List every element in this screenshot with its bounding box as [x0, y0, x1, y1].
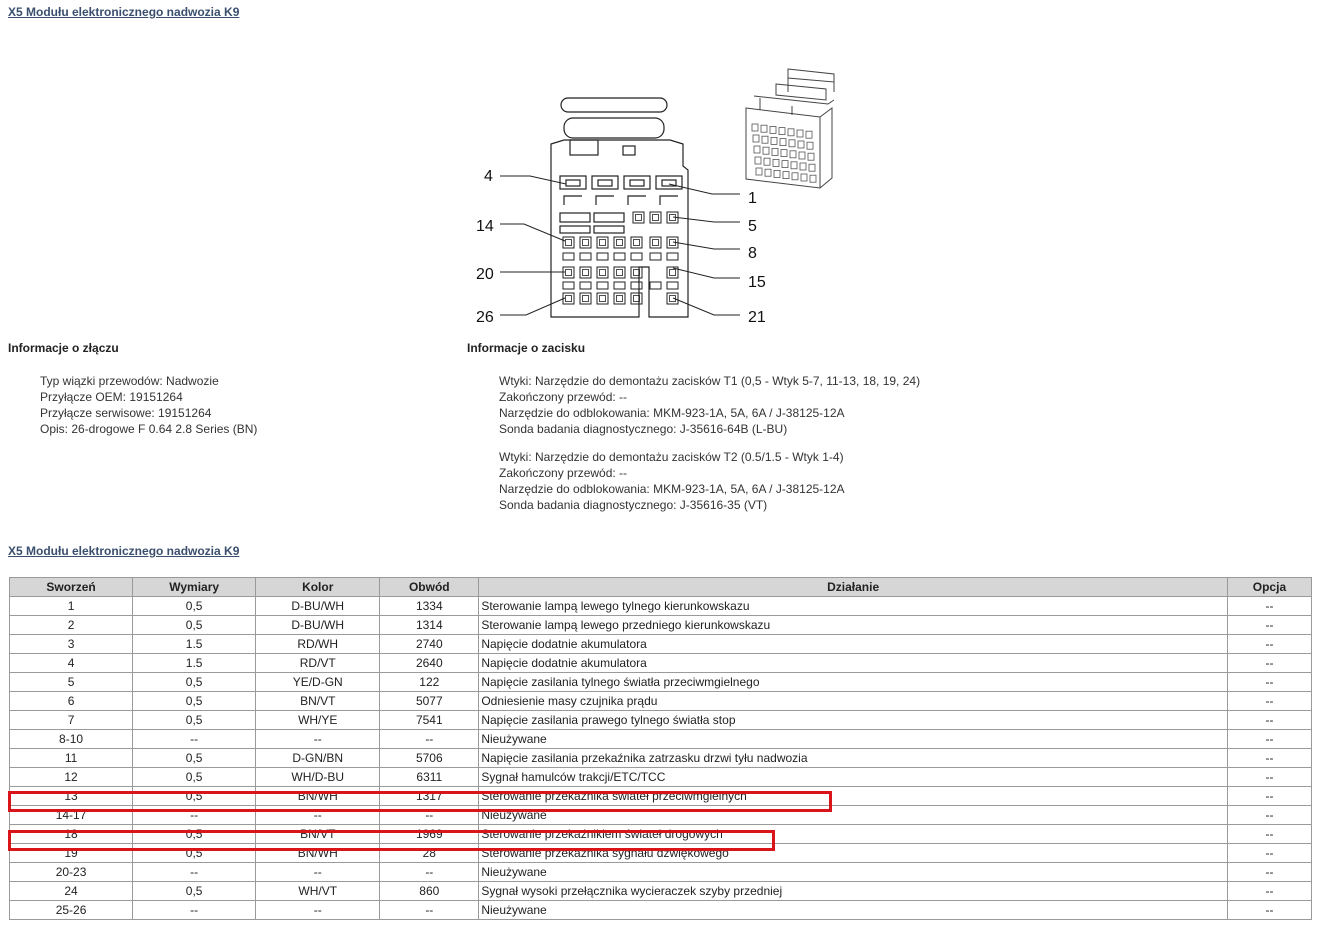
table-row: [10, 806, 1312, 825]
perspective-cavity: [799, 152, 805, 159]
cell-function: Odniesienie masy czujnika prądu: [479, 692, 1228, 711]
pin-cavity: [667, 293, 678, 304]
pin-cavity-spacer: [631, 282, 642, 289]
table-row: [10, 901, 1312, 920]
perspective-cavity: [806, 131, 812, 138]
cell-circuit: 1334: [380, 597, 479, 616]
cell-pin: 2: [10, 616, 133, 635]
perspective-cavity: [798, 141, 804, 148]
cell-pin: 7: [10, 711, 133, 730]
pin-cavity: [633, 212, 644, 223]
pin-label-20: 20: [476, 266, 494, 283]
pin-cavity: [650, 237, 661, 248]
cell-color: D-BU/WH: [256, 616, 380, 635]
cell-circuit: 7541: [380, 711, 479, 730]
cell-function: Nieużywane: [479, 806, 1228, 825]
cell-function: Nieużywane: [479, 863, 1228, 882]
cell-option: --: [1227, 844, 1311, 863]
cell-option: --: [1227, 711, 1311, 730]
perspective-cavity: [770, 126, 776, 133]
table-row: [10, 635, 1312, 654]
perspective-cavity: [773, 159, 779, 166]
cell-pin: 19: [10, 844, 133, 863]
cell-circuit: 860: [380, 882, 479, 901]
cell-option: --: [1227, 882, 1311, 901]
perspective-cavity: [780, 139, 786, 146]
cell-size: 0,5: [133, 768, 256, 787]
cell-option: --: [1227, 616, 1311, 635]
table-row: [10, 825, 1312, 844]
cell-pin: 1: [10, 597, 133, 616]
cell-circuit: 1969: [380, 825, 479, 844]
cell-size: 1.5: [133, 635, 256, 654]
pin-cavity-spacer: [667, 282, 678, 289]
cell-pin: 14-17: [10, 806, 133, 825]
terminal-info-line: Wtyki: Narzędzie do demontażu zacisków T2 (0.5/1.5 - Wtyk 1-4): [499, 450, 844, 464]
pin-cavity: [563, 237, 574, 248]
cell-circuit: 1314: [380, 616, 479, 635]
table-title-link[interactable]: X5 Modułu elektronicznego nadwozia K9: [8, 544, 240, 558]
cell-function: Napięcie dodatnie akumulatora: [479, 635, 1228, 654]
pin-cavity: [580, 237, 591, 248]
pin-label-5: 5: [748, 218, 757, 235]
cell-option: --: [1227, 692, 1311, 711]
cell-circuit: --: [380, 730, 479, 749]
perspective-cavity: [771, 137, 777, 144]
connector-diagram: [470, 60, 840, 330]
cell-circuit: 28: [380, 844, 479, 863]
terminal-info-line: Narzędzie do odblokowania: MKM-923-1A, 5A, 6A / J-38125-12A: [499, 406, 845, 420]
cell-color: YE/D-GN: [256, 673, 380, 692]
cell-function: Napięcie zasilania tylnego światła przeciwmgielnego: [479, 673, 1228, 692]
table-row: [10, 844, 1312, 863]
connector-info-lines: [40, 373, 257, 437]
connector-info-line: Przyłącze OEM: 19151264: [40, 390, 183, 404]
perspective-cavity: [790, 151, 796, 158]
terminal-info-line: Wtyki: Narzędzie do demontażu zacisków T1 (0,5 - Wtyk 5-7, 11-13, 18, 19, 24): [499, 374, 921, 388]
perspective-cavity: [792, 173, 798, 180]
column-header-color: Kolor: [256, 578, 380, 597]
perspective-cavity: [797, 130, 803, 137]
perspective-cavity: [808, 153, 814, 160]
cell-color: RD/WH: [256, 635, 380, 654]
pin-cavity: [580, 267, 591, 278]
cell-color: BN/VT: [256, 825, 380, 844]
pin-label-1: 1: [748, 190, 757, 207]
perspective-cavity: [763, 147, 769, 154]
table-row: [10, 692, 1312, 711]
cell-function: Napięcie dodatnie akumulatora: [479, 654, 1228, 673]
perspective-cavity: [752, 124, 758, 131]
perspective-cavity: [788, 129, 794, 136]
pin-cavity: [580, 293, 591, 304]
pin-cavity: [614, 293, 625, 304]
pin-cavity-spacer: [563, 253, 574, 260]
column-header-circuit: Obwód: [380, 578, 479, 597]
terminal-info-line: Narzędzie do odblokowania: MKM-923-1A, 5A, 6A / J-38125-12A: [499, 482, 845, 496]
table-row: [10, 616, 1312, 635]
connector-info-heading: Informacje o złączu: [8, 341, 119, 355]
connector-info-line: Opis: 26-drogowe F 0.64 2.8 Series (BN): [40, 422, 258, 436]
table-row: [10, 749, 1312, 768]
perspective-cavity: [809, 164, 815, 171]
terminal-info-line: Zakończony przewód: --: [499, 466, 628, 480]
pin-cavity: [631, 293, 642, 304]
cell-pin: 13: [10, 787, 133, 806]
cell-size: 0,5: [133, 882, 256, 901]
pin-label-8: 8: [748, 245, 757, 262]
pin-label-4: 4: [484, 168, 493, 185]
cell-option: --: [1227, 654, 1311, 673]
cell-pin: 6: [10, 692, 133, 711]
cell-function: Sygnał hamulców trakcji/ETC/TCC: [479, 768, 1228, 787]
cell-option: --: [1227, 635, 1311, 654]
perspective-cavity: [800, 163, 806, 170]
pin-cavity-spacer: [580, 253, 591, 260]
terminal-info-line: Sonda badania diagnostycznego: J-35616-35 (VT): [499, 498, 768, 512]
pin-cavity-spacer: [597, 282, 608, 289]
table-row: [10, 711, 1312, 730]
cell-option: --: [1227, 806, 1311, 825]
cell-size: --: [133, 863, 256, 882]
cell-size: --: [133, 901, 256, 920]
pin-number-labels: [476, 168, 766, 326]
table-row: [10, 863, 1312, 882]
cell-size: 0,5: [133, 673, 256, 692]
cell-pin: 20-23: [10, 863, 133, 882]
column-header-size: Wymiary: [133, 578, 256, 597]
pin-cavity-spacer: [597, 253, 608, 260]
cell-pin: 8-10: [10, 730, 133, 749]
cell-size: 0,5: [133, 711, 256, 730]
cell-color: WH/D-BU: [256, 768, 380, 787]
perspective-cavity: [783, 172, 789, 179]
perspective-cavity: [782, 161, 788, 168]
table-row: [10, 882, 1312, 901]
terminal-info-heading: Informacje o zacisku: [467, 341, 586, 355]
cell-function: Sterowanie przekaźnika świateł przeciwmgielnych: [479, 787, 1228, 806]
perspective-cavity: [810, 175, 816, 182]
cell-pin: 3: [10, 635, 133, 654]
table-row: [10, 768, 1312, 787]
cell-size: 0,5: [133, 825, 256, 844]
pin-cavity: [597, 293, 608, 304]
cell-option: --: [1227, 901, 1311, 920]
cell-circuit: --: [380, 901, 479, 920]
perspective-cavity: [789, 140, 795, 147]
cell-function: Nieużywane: [479, 901, 1228, 920]
pin-cavity: [614, 237, 625, 248]
pin-label-21: 21: [748, 309, 766, 326]
perspective-cavity: [755, 157, 761, 164]
pin-cavity: [631, 267, 642, 278]
pin-cavity: [631, 237, 642, 248]
pin-cavity-spacer: [580, 282, 591, 289]
perspective-cavity: [801, 174, 807, 181]
cell-function: Nieużywane: [479, 730, 1228, 749]
perspective-cavity: [772, 148, 778, 155]
table-row: [10, 730, 1312, 749]
cell-function: Sygnał wysoki przełącznika wycieraczek szyby przedniej: [479, 882, 1228, 901]
perspective-cavity: [753, 135, 759, 142]
cell-pin: 11: [10, 749, 133, 768]
cell-option: --: [1227, 597, 1311, 616]
cell-function: Napięcie zasilania przekaźnika zatrzasku drzwi tyłu nadwozia: [479, 749, 1228, 768]
pin-cavity-spacer: [631, 253, 642, 260]
perspective-cavity: [765, 169, 771, 176]
perspective-cavity: [791, 162, 797, 169]
column-header-pin: Sworzeń: [10, 578, 133, 597]
cell-pin: 24: [10, 882, 133, 901]
cell-size: 0,5: [133, 616, 256, 635]
cell-circuit: 2740: [380, 635, 479, 654]
cell-circuit: 122: [380, 673, 479, 692]
cell-circuit: --: [380, 806, 479, 825]
pin-label-14: 14: [476, 218, 494, 235]
cell-color: WH/YE: [256, 711, 380, 730]
cell-function: Sterowanie przekaźnikiem świateł drogowych: [479, 825, 1228, 844]
table-header-row: [10, 578, 1312, 597]
cell-size: 0,5: [133, 692, 256, 711]
perspective-cavity: [764, 158, 770, 165]
cell-color: --: [256, 901, 380, 920]
pin-cavity-spacer: [650, 282, 661, 289]
cell-color: --: [256, 730, 380, 749]
pin-cavity-spacer: [563, 282, 574, 289]
cell-option: --: [1227, 863, 1311, 882]
cell-color: D-BU/WH: [256, 597, 380, 616]
cell-option: --: [1227, 673, 1311, 692]
perspective-cavity: [807, 142, 813, 149]
perspective-cavity: [761, 125, 767, 132]
terminal-t2-info: [499, 449, 845, 513]
perspective-cavity: [756, 168, 762, 175]
cell-color: --: [256, 863, 380, 882]
cell-function: Sterowanie przekaźnika sygnału dźwiękowego: [479, 844, 1228, 863]
column-header-option: Opcja: [1227, 578, 1311, 597]
cell-size: 0,5: [133, 597, 256, 616]
cell-size: 0,5: [133, 844, 256, 863]
cell-option: --: [1227, 749, 1311, 768]
perspective-cavity: [779, 128, 785, 135]
cell-color: BN/WH: [256, 844, 380, 863]
pin-cavity-spacer: [614, 282, 625, 289]
pin-label-15: 15: [748, 274, 766, 291]
pin-cavity: [597, 237, 608, 248]
table-row: [10, 597, 1312, 616]
cell-circuit: --: [380, 863, 479, 882]
connector-perspective-cavities: [752, 124, 816, 182]
pin-cavity-spacer: [667, 253, 678, 260]
cell-circuit: 5077: [380, 692, 479, 711]
cell-circuit: 2640: [380, 654, 479, 673]
cell-color: BN/VT: [256, 692, 380, 711]
cell-pin: 25-26: [10, 901, 133, 920]
cell-size: --: [133, 806, 256, 825]
cell-option: --: [1227, 768, 1311, 787]
pinout-table-body: [10, 597, 1312, 920]
terminal-info-line: Zakończony przewód: --: [499, 390, 628, 404]
column-header-function: Działanie: [479, 578, 1228, 597]
perspective-cavity: [781, 150, 787, 157]
connector-info-line: Przyłącze serwisowe: 19151264: [40, 406, 212, 420]
terminal-info-line: Sonda badania diagnostycznego: J-35616-64B (L-BU): [499, 422, 788, 436]
perspective-cavity: [774, 170, 780, 177]
cell-color: BN/WH: [256, 787, 380, 806]
cell-circuit: 1317: [380, 787, 479, 806]
pin-cavity: [614, 267, 625, 278]
perspective-cavity: [754, 146, 760, 153]
cell-size: --: [133, 730, 256, 749]
cell-pin: 4: [10, 654, 133, 673]
pin-label-26: 26: [476, 309, 494, 326]
table-row: [10, 673, 1312, 692]
pin-cavity-spacer: [614, 253, 625, 260]
cell-circuit: 5706: [380, 749, 479, 768]
cell-size: 0,5: [133, 787, 256, 806]
pinout-table: [9, 577, 1312, 920]
cell-size: 1.5: [133, 654, 256, 673]
cell-pin: 5: [10, 673, 133, 692]
connector-info-line: Typ wiązki przewodów: Nadwozie: [40, 374, 219, 388]
cell-size: 0,5: [133, 749, 256, 768]
cell-option: --: [1227, 787, 1311, 806]
cell-color: D-GN/BN: [256, 749, 380, 768]
cell-function: Sterowanie lampą lewego przedniego kierunkowskazu: [479, 616, 1228, 635]
page-title-link[interactable]: X5 Modułu elektronicznego nadwozia K9: [8, 5, 240, 19]
pin-cavity-spacer: [650, 253, 661, 260]
cell-option: --: [1227, 730, 1311, 749]
cell-function: Sterowanie lampą lewego tylnego kierunkowskazu: [479, 597, 1228, 616]
cell-pin: 12: [10, 768, 133, 787]
perspective-cavity: [762, 136, 768, 143]
cell-circuit: 6311: [380, 768, 479, 787]
pin-cavity: [597, 267, 608, 278]
cell-color: WH/VT: [256, 882, 380, 901]
terminal-t1-info: [499, 373, 920, 437]
cell-color: RD/VT: [256, 654, 380, 673]
cell-pin: 18: [10, 825, 133, 844]
pin-cavity: [650, 212, 661, 223]
cell-option: --: [1227, 825, 1311, 844]
table-row: [10, 654, 1312, 673]
cell-color: --: [256, 806, 380, 825]
cell-function: Napięcie zasilania prawego tylnego światła stop: [479, 711, 1228, 730]
table-row: [10, 787, 1312, 806]
